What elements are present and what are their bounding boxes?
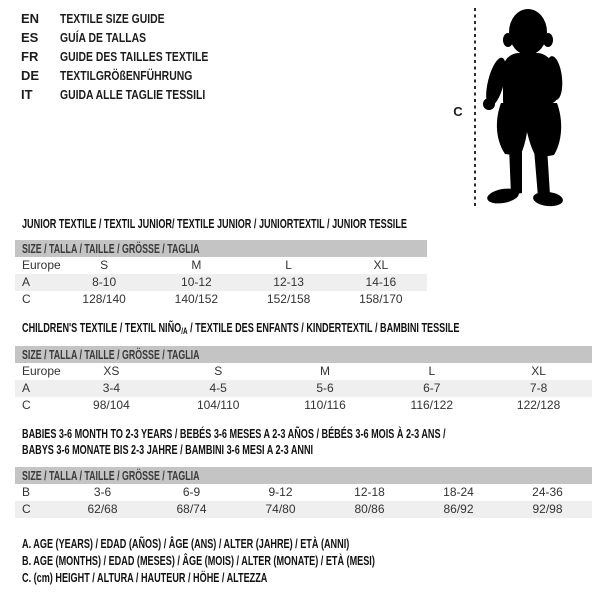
- table-row-age-years: [15, 274, 427, 291]
- size-cell: 12-13: [273, 275, 304, 289]
- table-header-bar: [15, 467, 592, 484]
- size-cell: 12-18: [354, 485, 385, 499]
- size-cell: XS: [103, 364, 120, 378]
- language-row: [21, 85, 245, 104]
- size-cell: 6-7: [423, 381, 441, 395]
- size-cell: XL: [373, 258, 389, 272]
- language-code: ES: [21, 30, 39, 45]
- language-code: FR: [21, 49, 39, 64]
- language-code: DE: [21, 68, 40, 83]
- size-cell: 6-9: [182, 485, 201, 499]
- language-code: IT: [21, 87, 33, 102]
- section-title-babies-line2: BABYS 3-6 MONATE BIS 2-3 JAHRE / BAMBINI 3-6 MESI A 2-3 ANNI: [22, 442, 314, 457]
- section-title-children-sub: /A: [181, 326, 188, 336]
- size-cell: L: [285, 258, 292, 272]
- size-cell: 104/110: [196, 398, 240, 412]
- children-size-table: [15, 346, 592, 414]
- size-cell: 5-6: [316, 381, 334, 395]
- size-cell: 116/122: [410, 398, 454, 412]
- section-title-junior: JUNIOR TEXTILE / TEXTIL JUNIOR/ TEXTILE JUNIOR / JUNIORTEXTIL / JUNIOR TESSILE: [22, 216, 407, 231]
- row-label: Europe: [22, 364, 61, 378]
- language-row: [21, 9, 245, 28]
- size-cell: 9-12: [268, 485, 293, 499]
- size-cell: 152/158: [266, 292, 311, 306]
- row-label: C: [22, 398, 31, 412]
- size-cell: 10-12: [181, 275, 212, 289]
- language-list: [21, 9, 245, 104]
- language-row: [21, 47, 245, 66]
- size-cell: 68/74: [176, 502, 207, 516]
- size-cell: 14-16: [365, 275, 397, 289]
- language-label: GUIDE DES TAILLES TEXTILE: [60, 49, 209, 64]
- table-row-europe: [15, 257, 427, 274]
- size-cell: 8-10: [92, 275, 117, 289]
- language-label: GUÍA DE TALLAS: [60, 30, 147, 45]
- measure-label-c: C: [453, 104, 463, 119]
- junior-size-table: [15, 240, 427, 308]
- baby-silhouette-icon: [481, 7, 573, 208]
- language-label: GUIDA ALLE TAGLIE TESSILI: [60, 87, 206, 102]
- size-cell: 74/80: [265, 502, 296, 516]
- size-cell: 7-8: [529, 381, 548, 395]
- language-label: TEXTILGRÖßENFÜHRUNG: [60, 68, 193, 83]
- size-header-label: SIZE / TALLA / TAILLE / GRÖSSE / TAGLIA: [22, 241, 200, 256]
- table-row-europe: [15, 363, 592, 380]
- row-label: A: [22, 275, 31, 289]
- table-row-height: [15, 397, 592, 414]
- language-code: EN: [21, 11, 40, 26]
- size-cell: 62/68: [87, 502, 118, 516]
- section-title-babies-line1: BABIES 3-6 MONTH TO 2-3 YEARS / BEBÉS 3-6 MESES A 2-3 AÑOS / BÉBÉS 3-6 MOIS À 2-3 ANS /: [22, 426, 446, 441]
- size-cell: 98/104: [93, 398, 130, 412]
- size-cell: M: [319, 364, 330, 378]
- table-header-bar: [15, 346, 592, 363]
- height-measure-line: [473, 8, 477, 209]
- table-row-age-months: [15, 484, 592, 501]
- size-cell: 158/170: [359, 292, 403, 306]
- size-cell: 92/98: [532, 502, 563, 516]
- size-cell: 3-4: [102, 381, 121, 395]
- babies-size-table: [15, 467, 592, 518]
- footnote-height: C. (cm) HEIGHT / ALTURA / HAUTEUR / HÖHE / ALTEZZA: [22, 570, 268, 585]
- size-cell: 80/86: [354, 502, 385, 516]
- language-row: [21, 66, 245, 85]
- section-title-children-pre: CHILDREN'S TEXTILE / TEXTIL NIÑO: [22, 320, 182, 335]
- table-row-age-years: [15, 380, 592, 397]
- size-cell: 110/116: [304, 398, 346, 412]
- footnote-age-months: B. AGE (MONTHS) / EDAD (MESES) / ÂGE (MOIS) / ALTER (MONATE) / ETÀ (MESI): [22, 553, 375, 568]
- language-label: TEXTILE SIZE GUIDE: [60, 11, 165, 26]
- section-title-children: [22, 321, 459, 338]
- size-header-label: SIZE / TALLA / TAILLE / GRÖSSE / TAGLIA: [22, 468, 200, 483]
- language-row: [21, 28, 245, 47]
- size-cell: 3-6: [93, 485, 112, 499]
- table-row-height: [15, 501, 592, 518]
- size-header-label: SIZE / TALLA / TAILLE / GRÖSSE / TAGLIA: [22, 347, 200, 362]
- row-label: C: [22, 502, 31, 516]
- size-cell: L: [428, 364, 436, 378]
- size-cell: S: [100, 258, 109, 272]
- size-cell: 18-24: [443, 485, 474, 499]
- table-header-bar: [15, 240, 427, 257]
- row-label: Europe: [22, 258, 61, 272]
- size-cell: 24-36: [532, 485, 563, 499]
- size-cell: 4-5: [209, 381, 227, 395]
- size-cell: 86/92: [443, 502, 474, 516]
- row-label: C: [22, 292, 31, 306]
- section-title-children-post: / TEXTILE DES ENFANTS / KINDERTEXTIL / BAMBINI TESSILE: [187, 320, 460, 335]
- row-label: B: [22, 485, 31, 499]
- size-cell: S: [214, 364, 223, 378]
- size-cell: 122/128: [516, 398, 561, 412]
- size-cell: 128/140: [82, 292, 126, 306]
- footnote-age-years: A. AGE (YEARS) / EDAD (AÑOS) / ÂGE (ANS) / ALTER (JAHRE) / ETÀ (ANNI): [22, 536, 350, 551]
- size-cell: 140/152: [174, 292, 219, 306]
- size-cell: XL: [531, 364, 546, 378]
- table-row-height: [15, 291, 427, 308]
- row-label: A: [22, 381, 31, 395]
- size-cell: M: [191, 258, 202, 272]
